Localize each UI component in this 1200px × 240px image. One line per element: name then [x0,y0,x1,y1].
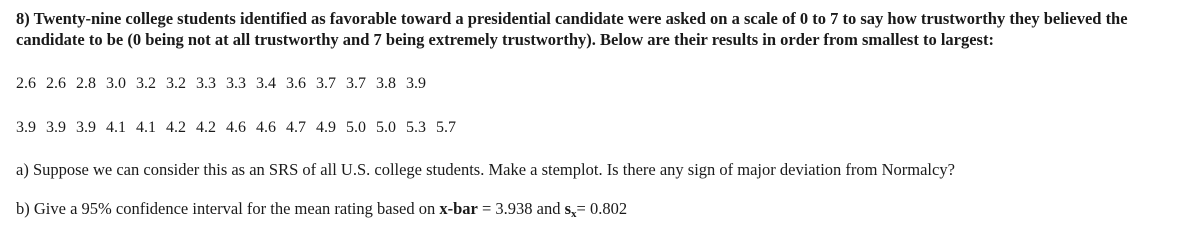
part-b-prefix: b) Give a 95% confidence interval for the mean rating based on [16,199,440,218]
data-value: 3.9 [76,119,96,136]
data-value: 3.9 [16,119,36,136]
data-value: 4.6 [226,119,246,136]
data-value: 3.9 [406,75,426,92]
data-value: 4.7 [286,119,306,136]
data-value: 2.8 [76,75,96,92]
data-value: 5.7 [436,119,456,136]
data-value: 3.6 [286,75,306,92]
data-row-2 [16,118,1192,138]
data-value: 3.3 [196,75,216,92]
data-value: 5.0 [346,119,366,136]
data-value: 3.2 [136,75,156,92]
s-value: = 0.802 [576,199,628,218]
data-value: 4.2 [196,119,216,136]
part-b-question [16,199,1192,224]
data-value: 3.2 [166,75,186,92]
data-value: 4.1 [136,119,156,136]
data-value: 3.3 [226,75,246,92]
data-value: 2.6 [46,75,66,92]
data-value: 4.1 [106,119,126,136]
part-a-question: a) Suppose we can consider this as an SRS of all U.S. college students. Make a stemplot. Is there any sign of major deviation from Normalcy? [16,160,955,179]
xbar-value: = 3.938 and [477,199,565,218]
data-value: 3.0 [106,75,126,92]
s-subscript: x [571,208,577,220]
data-value: 5.3 [406,119,426,136]
data-value: 3.9 [46,119,66,136]
data-value: 4.6 [256,119,276,136]
data-value: 3.4 [256,75,276,92]
data-value: 4.2 [166,119,186,136]
data-value: 5.0 [376,119,396,136]
problem-statement: 8) Twenty-nine college students identified as favorable toward a presidential candidate were asked on a scale of 0 to 7 to say how trustworthy they believed the candidate to be (0 being not at all trustworthy and 7 being extremely trustworthy). Below are their results in order from smallest to largest: [16,9,1128,49]
problem-8 [16,8,1192,224]
data-row-1 [16,74,1192,94]
data-value: 3.8 [376,75,396,92]
data-value: 3.7 [346,75,366,92]
data-value: 3.7 [316,75,336,92]
data-value: 4.9 [316,119,336,136]
xbar-label: x-bar [439,199,478,218]
s-label: s [564,199,572,218]
data-value: 2.6 [16,75,36,92]
